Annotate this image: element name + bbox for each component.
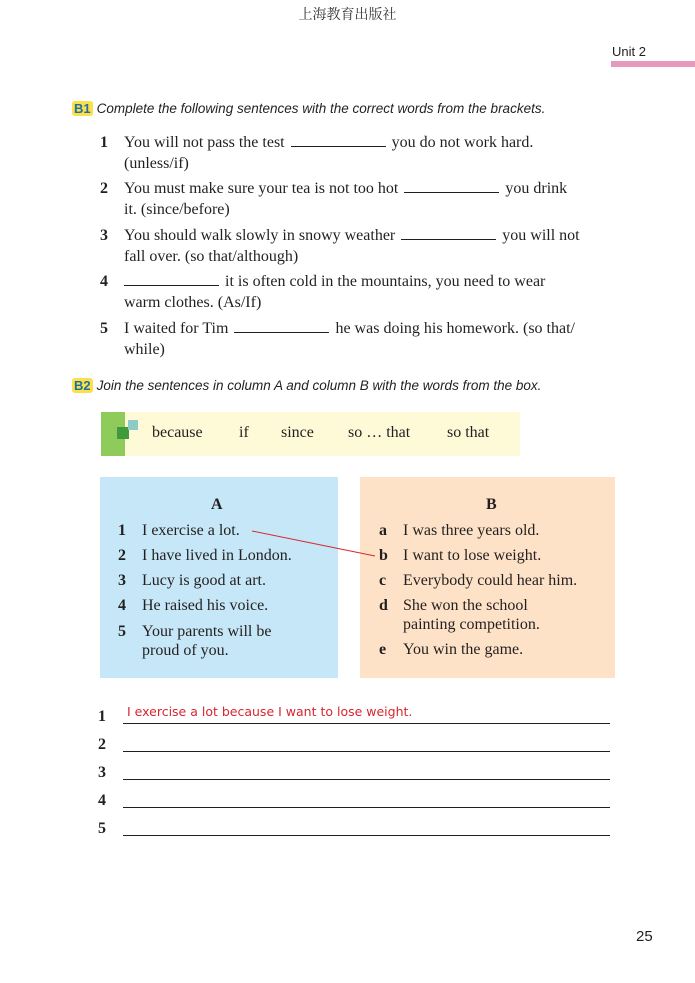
word-option: because bbox=[152, 424, 203, 441]
row-text: Your parents will be bbox=[142, 623, 272, 640]
row-text: Everybody could hear him. bbox=[403, 572, 578, 589]
row-text-cont: painting competition. bbox=[403, 616, 540, 633]
row-text: I was three years old. bbox=[403, 522, 540, 539]
item-text-after: it is often cold in the mountains, you need to wear bbox=[225, 273, 546, 290]
item-number: 3 bbox=[100, 227, 108, 244]
row-text: You win the game. bbox=[403, 641, 524, 658]
item-text-cont: fall over. (so that/although) bbox=[124, 248, 299, 265]
page-number: 25 bbox=[636, 928, 653, 945]
b2-instruction: Join the sentences in column A and column B with the words from the box. bbox=[96, 378, 542, 393]
answer-line[interactable] bbox=[123, 751, 610, 752]
answer-number: 5 bbox=[98, 820, 106, 837]
answer-number: 1 bbox=[98, 708, 106, 725]
answer-number: 2 bbox=[98, 736, 106, 753]
row-text: I exercise a lot. bbox=[142, 522, 240, 539]
answer-number: 4 bbox=[98, 792, 106, 809]
row-text: Lucy is good at art. bbox=[142, 572, 266, 589]
item-text-before: You must make sure your tea is not too hot bbox=[124, 180, 399, 197]
item-text-cont: (unless/if) bbox=[124, 155, 189, 172]
column-a-heading: A bbox=[211, 496, 223, 513]
item-text-before: You will not pass the test bbox=[124, 134, 285, 151]
answer-line[interactable] bbox=[123, 807, 610, 808]
row-letter: e bbox=[379, 641, 387, 658]
item-number: 4 bbox=[100, 273, 108, 290]
answer-line[interactable] bbox=[123, 723, 610, 724]
row-number: 4 bbox=[118, 597, 126, 614]
match-line bbox=[252, 531, 375, 556]
row-letter: a bbox=[379, 522, 387, 539]
row-text: She won the school bbox=[403, 597, 528, 614]
row-number: 5 bbox=[118, 623, 126, 640]
item-text-before: You should walk slowly in snowy weather bbox=[124, 227, 396, 244]
item-number: 2 bbox=[100, 180, 108, 197]
answer-line[interactable] bbox=[123, 835, 610, 836]
word-option: if bbox=[239, 424, 249, 441]
row-number: 3 bbox=[118, 572, 126, 589]
row-text: He raised his voice. bbox=[142, 597, 269, 614]
row-text: I have lived in London. bbox=[142, 547, 292, 564]
row-number: 1 bbox=[118, 522, 126, 539]
item-text-after: you drink bbox=[505, 180, 568, 197]
answer-number: 3 bbox=[98, 764, 106, 781]
publisher-name: 上海教育出版社 bbox=[298, 7, 397, 23]
word-option: so that bbox=[447, 424, 490, 441]
word-option: since bbox=[281, 424, 314, 441]
column-b-heading: B bbox=[486, 496, 497, 513]
row-text: I want to lose weight. bbox=[403, 547, 542, 564]
item-number: 5 bbox=[100, 320, 108, 337]
item-text-cont: while) bbox=[124, 341, 165, 358]
row-letter: c bbox=[379, 572, 387, 589]
b1-badge: B1 bbox=[74, 101, 91, 116]
item-text-after: you will not bbox=[502, 227, 580, 244]
unit-label: Unit 2 bbox=[612, 44, 646, 59]
item-text-after: you do not work hard. bbox=[391, 134, 534, 151]
row-letter: b bbox=[379, 547, 388, 564]
item-text-cont: it. (since/before) bbox=[124, 201, 230, 218]
row-letter: d bbox=[379, 597, 388, 614]
item-text-before: I waited for Tim bbox=[124, 320, 229, 337]
word-option: so … that bbox=[348, 424, 411, 441]
b1-instruction: Complete the following sentences with the correct words from the brackets. bbox=[96, 101, 546, 116]
item-text-cont: warm clothes. (As/If) bbox=[124, 294, 262, 311]
row-number: 2 bbox=[118, 547, 126, 564]
item-number: 1 bbox=[100, 134, 108, 151]
item-text-after: he was doing his homework. (so that/ bbox=[335, 320, 575, 337]
answer-example-text: I exercise a lot because I want to lose weight. bbox=[127, 704, 413, 719]
b2-badge: B2 bbox=[74, 378, 91, 393]
row-text-cont: proud of you. bbox=[142, 642, 229, 659]
answer-line[interactable] bbox=[123, 779, 610, 780]
